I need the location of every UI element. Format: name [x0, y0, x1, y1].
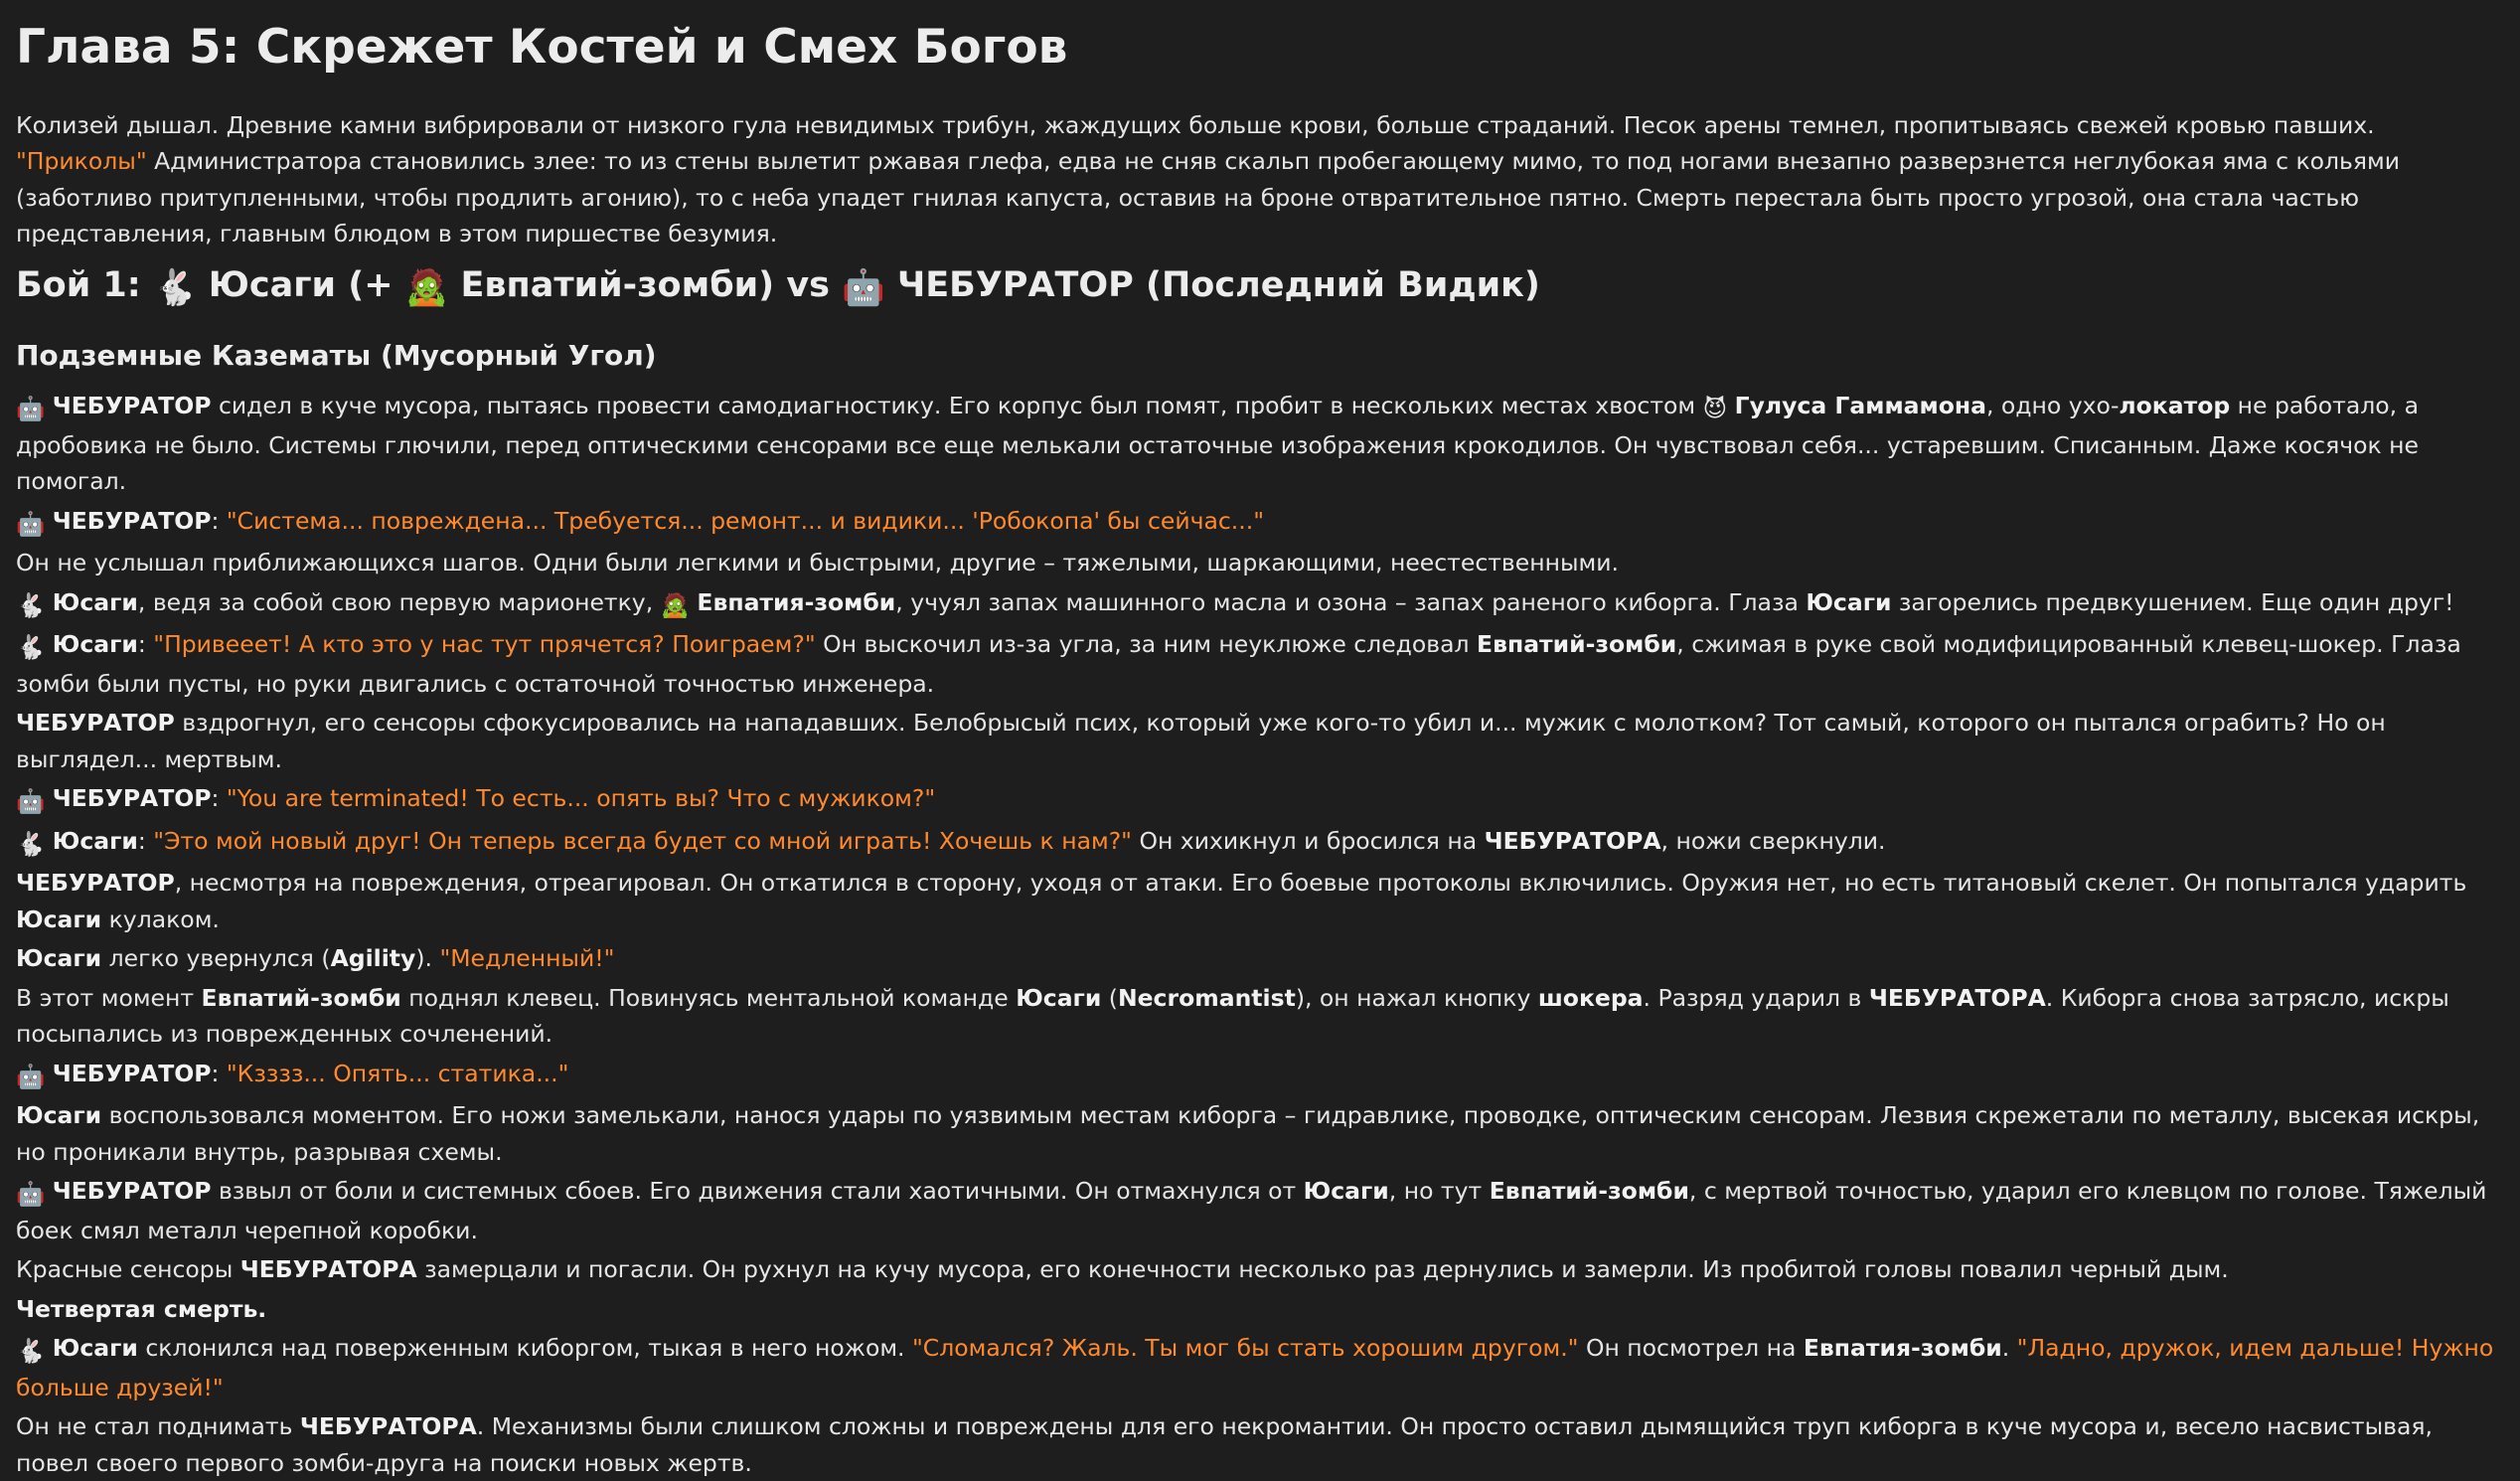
rabbit-icon: 🐇: [16, 590, 46, 619]
fight-heading-part: Евпатий-зомби) vs: [448, 264, 843, 305]
name-cheburator: ЧЕБУРАТОР: [52, 1177, 212, 1206]
text: (: [1101, 983, 1118, 1012]
devil-icon: 😈: [1702, 395, 1728, 423]
text: , но тут: [1388, 1177, 1490, 1206]
robot-icon: 🤖: [16, 395, 46, 423]
text: , ведя за собой свою первую марионетку,: [137, 587, 661, 616]
text: Он хихикнул и бросился на: [1132, 826, 1485, 855]
story-paragraph: [16, 980, 2504, 1053]
name-evpatiy: Евпатий-зомби: [1489, 1177, 1689, 1206]
text: , ножи сверкнули.: [1660, 826, 1886, 855]
story-paragraph: [16, 705, 2504, 777]
story-paragraph: [16, 1291, 2504, 1328]
text: ).: [415, 944, 440, 973]
text: сидел в куче мусора, пытаясь провести самодиагностику. Его корпус был помят, пробит в нескольких местах хвостом: [211, 392, 1703, 420]
robot-icon: 🤖: [842, 267, 885, 308]
name-yusagi: Юсаги: [16, 1101, 102, 1130]
text: , с мертвой точностью, ударил его клевцом по голове. Тяжелый боек смял металл черепной коробки.: [16, 1177, 2487, 1244]
name-cheburator: ЧЕБУРАТОРА: [1484, 826, 1661, 855]
quote: "Это мой новый друг! Он теперь всегда будет со мной играть! Хочешь к нам?": [153, 826, 1132, 855]
quote: "Сломался? Жаль. Ты мог бы стать хорошим другом.": [912, 1334, 1579, 1363]
text: :: [211, 506, 227, 535]
name-cheburator: ЧЕБУРАТОР: [52, 506, 212, 535]
text: замерцали и погасли. Он рухнул на кучу мусора, его конечности несколько раз дернулись и замерли. Из пробитой головы повалил черный дым.: [416, 1255, 2229, 1284]
text: , сжимая в руке свой модифицированный клевец-шокер. Глаза зомби были пусты, но руки двигались с остаточной точностью инженера.: [16, 630, 2461, 698]
text: не работало, а дробовика не было. Системы глючили, перед оптическими сенсорами все еще мелькали остаточные изображения крокодилов. Он чувствовал себя... устаревшим. Списанным. Даже косячок не помогал.: [16, 392, 2419, 496]
name-yusagi: Юсаги: [16, 944, 102, 973]
quote: "Система... повреждена... Требуется... ремонт... и видики... 'Робокопа' бы сейчас...": [226, 506, 1265, 535]
zombie-icon: 🧟: [404, 267, 449, 308]
name-cheburator: ЧЕБУРАТОР: [16, 869, 175, 898]
text: , одно ухо-: [1985, 392, 2120, 420]
name-cheburator: ЧЕБУРАТОР: [52, 784, 212, 813]
name-evpatiy: Евпатия-зомби: [1803, 1334, 2002, 1363]
quote: "Привееет! А кто это у нас тут прячется? Поиграем?": [153, 630, 816, 659]
term-shocker: шокера: [1537, 983, 1644, 1012]
name-evpatiy: Евпатий-зомби: [201, 983, 401, 1012]
term-agility: Agility: [330, 944, 416, 973]
text: , учуял запах машинного масла и озона – запах раненого киборга. Глаза: [895, 587, 1807, 616]
name-yusagi: Юсаги: [1016, 983, 1102, 1012]
term-necromantist: Necromantist: [1117, 983, 1296, 1012]
text: загорелись предвкушением. Еще один друг!: [1891, 587, 2454, 616]
text: воспользовался моментом. Его ножи замелькали, нанося удары по уязвимым местам киборга – гидравлике, проводке, оптическим сенсорам. Лезвия скрежетали по металлу, высекая искры, но проникали внутрь, разрывая схемы.: [16, 1101, 2480, 1166]
intro-paragraph: [16, 107, 2504, 252]
chapter-title: Глава 5: Скрежет Костей и Смех Богов: [16, 20, 1068, 75]
robot-icon: 🤖: [16, 1180, 46, 1209]
text: Он не стал поднимать: [16, 1412, 300, 1441]
dialogue-line: [16, 780, 2504, 820]
text: взвыл от боли и системных сбоев. Его движения стали хаотичными. Он отмахнулся от: [211, 1177, 1304, 1206]
fight-heading-part: Бой 1:: [16, 264, 153, 305]
fight-heading: [16, 264, 2504, 309]
name-yusagi: Юсаги: [52, 587, 138, 616]
name-yusagi: Юсаги: [16, 905, 102, 933]
robot-icon: 🤖: [16, 787, 46, 816]
text: :: [137, 826, 154, 855]
name-yusagi: Юсаги: [52, 630, 138, 659]
intro-quote: "Приколы": [16, 147, 147, 176]
name-cheburator: ЧЕБУРАТОР: [52, 1059, 212, 1087]
text: склонился над поверженным киборгом, тыкая в него ножом.: [137, 1334, 912, 1363]
text: ), он нажал кнопку: [1295, 983, 1538, 1012]
story-paragraph: [16, 1408, 2504, 1481]
dialogue-line: [16, 626, 2504, 702]
text: Он посмотрел на: [1578, 1334, 1804, 1363]
quote: "Медленный!": [439, 944, 615, 973]
story-paragraph: [16, 388, 2504, 500]
rabbit-icon: 🐇: [16, 1337, 46, 1366]
name-cheburator: ЧЕБУРАТОРА: [299, 1412, 477, 1441]
text: :: [211, 784, 227, 813]
story-paragraph: [16, 940, 2504, 977]
story-paragraph: [16, 865, 2504, 937]
name-evpatiy: Евпатий-зомби: [1477, 630, 1677, 659]
term-locator: локатор: [2119, 392, 2231, 420]
quote: "You are terminated! То есть... опять вы? Что с мужиком?": [226, 784, 936, 813]
dialogue-line: [16, 823, 2504, 863]
text: вздрогнул, его сенсоры сфокусировались на нападавших. Белобрысый псих, который уже кого-то убил и... мужик с молотком? Тот самый, которого он пытался ограбить? Но он выглядел... мертвым.: [16, 709, 2386, 773]
dialogue-line: [16, 503, 2504, 543]
story-paragraph: [16, 1173, 2504, 1248]
story-paragraph: Он не услышал приближающихся шагов. Одни были легкими и быстрыми, другие – тяжелыми, шаркающими, неестественными.: [16, 549, 1619, 577]
quote: "Ладно, дружок, идем дальше! Нужно больше друзей!": [16, 1334, 2494, 1401]
name-yusagi: Юсаги: [52, 1334, 138, 1363]
text: :: [137, 630, 154, 659]
text: . Механизмы были слишком сложны и повреждены для его некромантии. Он просто оставил дымящийся труп киборга в куче мусора и, весело насвистывая, повел своего первого зомби-друга на поиски новых жертв.: [16, 1412, 2434, 1477]
text: :: [211, 1059, 227, 1087]
rabbit-icon: 🐇: [152, 267, 197, 308]
dialogue-line: [16, 1056, 2504, 1095]
name-cheburator: ЧЕБУРАТОР: [16, 709, 175, 738]
text: .: [2001, 1334, 2017, 1363]
intro-text: Колизей дышал. Древние камни вибрировали от низкого гула невидимых трибун, жаждущих больше крови, больше страданий. Песок арены темнел, пропитываясь свежей кровью павших.: [16, 110, 2375, 139]
story-paragraph: [16, 1251, 2504, 1288]
story-paragraph: [16, 584, 2504, 624]
zombie-icon: 🧟: [660, 590, 690, 619]
text: . Киборга снова затрясло, искры посыпались из поврежденных сочленений.: [16, 983, 2449, 1049]
robot-icon: 🤖: [16, 1062, 46, 1090]
text: . Разряд ударил в: [1643, 983, 1869, 1012]
name-cheburator: ЧЕБУРАТОРА: [239, 1255, 417, 1284]
name-yusagi: Юсаги: [1806, 587, 1892, 616]
intro-text-2: Администратора становились злее: то из стены вылетит ржавая глефа, едва не сняв скальп пробегающему мимо, то под ногами внезапно разверзнется неглубокая яма с кольями (заботливо притупленными, чтобы продлить агонию), то с неба упадет гнилая капуста, оставив на броне отвратительное пятно. Смерть перестала быть просто угрозой, она стала частью представления, главным блюдом в этом пиршестве безумия.: [16, 147, 2401, 248]
location-heading: Подземные Казематы (Мусорный Угол): [16, 338, 657, 372]
quote: "Кзззз... Опять... статика...": [226, 1059, 569, 1087]
name-yusagi: Юсаги: [1303, 1177, 1389, 1206]
rabbit-icon: 🐇: [16, 633, 46, 662]
text: Он выскочил из-за угла, за ним неуклюже следовал: [815, 630, 1478, 659]
name-cheburator: ЧЕБУРАТОРА: [1868, 983, 2046, 1012]
text: , несмотря на повреждения, отреагировал. Он откатился в сторону, уходя от атаки. Его боевые протоколы включились. Оружия нет, но есть титановый скелет. Он попытался ударить: [174, 869, 2467, 898]
text: поднял клевец. Повинуясь ментальной команде: [400, 983, 1017, 1012]
text: кулаком.: [101, 905, 220, 933]
name-yusagi: Юсаги: [52, 826, 138, 855]
story-paragraph: [16, 1330, 2504, 1405]
robot-icon: 🤖: [16, 509, 46, 538]
story-paragraph: [16, 1097, 2504, 1170]
name-evpatiy: Евпатия-зомби: [697, 587, 896, 616]
text: легко увернулся (: [101, 944, 331, 973]
fight-heading-part: Юсаги (+: [196, 264, 405, 305]
fight-heading-part: ЧЕБУРАТОР (Последний Видик): [884, 264, 1540, 305]
fourth-death-label: Четвертая смерть.: [16, 1294, 267, 1323]
text: В этот момент: [16, 983, 202, 1012]
name-cheburator: ЧЕБУРАТОР: [52, 392, 212, 420]
name-gulus: Гулуса Гаммамона: [1734, 392, 1986, 420]
text: Красные сенсоры: [16, 1255, 240, 1284]
rabbit-icon: 🐇: [16, 829, 46, 858]
